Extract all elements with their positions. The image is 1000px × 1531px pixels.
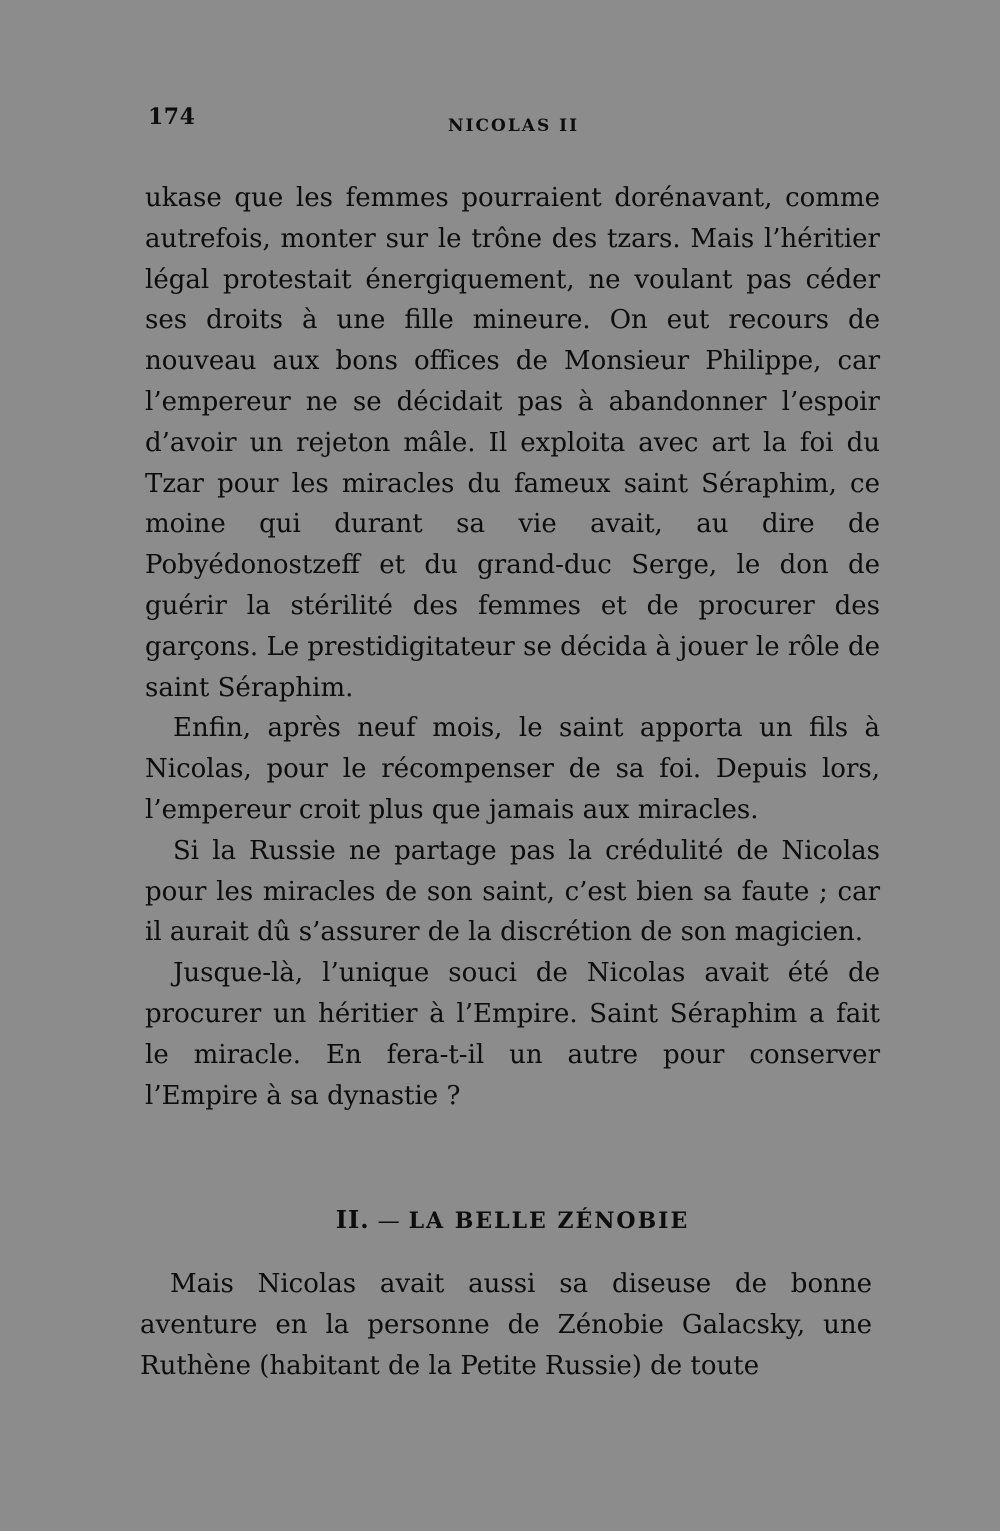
section-dash: — [377,1209,401,1234]
section-heading [145,1205,880,1234]
section-title: LA BELLE ZÉNOBIE [408,1208,690,1234]
section-text [140,1264,872,1387]
page-header [148,104,880,144]
paragraph: Enfin, après neuf mois, le saint apporta un fils à Nicolas, pour le récompenser de sa foi. Depuis lors, l’empereur croit plus que jamais aux miracles. [145,713,880,825]
paragraph: Mais Nicolas avait aussi sa diseuse de bonne aventure en la personne de Zénobie Galacsky, une Ruthène (habitant de la Petite Russie) de toute [140,1269,872,1381]
paragraph: Si la Russie ne partage pas la crédulité de Nicolas pour les miracles de son saint, c’est bien sa faute ; car il aurait dû s’assurer de la discrétion de son magicien. [145,835,880,948]
page-number: 174 [148,104,196,130]
section-number: II. [335,1205,370,1234]
running-head: NICOLAS II [448,116,580,136]
body-text [145,178,880,1116]
paragraph: Jusque-là, l’unique souci de Nicolas avait été de procurer un héritier à l’Empire. Saint Séraphim a fait le miracle. En fera-t-il un autre pour conserver l’Empire à sa dynastie ? [145,958,880,1111]
paragraph: ukase que les femmes pourraient dorénavant, comme autrefois, monter sur le trône des tzars. Mais l’héritier légal protestait énergiquement, ne voulant pas céder ses droits à une fille mineure. On eut recours de nouveau aux bons offices de Monsieur Philippe, car l’empereur ne se décidait pas à abandonner l’espoir d’avoir un rejeton mâle. Il exploita avec art la foi du Tzar pour les miracles du fameux saint Séraphim, ce moine qui durant sa vie avait, au dire de Pobyédonostzeff et du grand-duc Serge, le don de guérir la stérilité des femmes et de procurer des garçons. Le prestidigitateur se décida à jouer le rôle de saint Séraphim. [145,183,880,703]
